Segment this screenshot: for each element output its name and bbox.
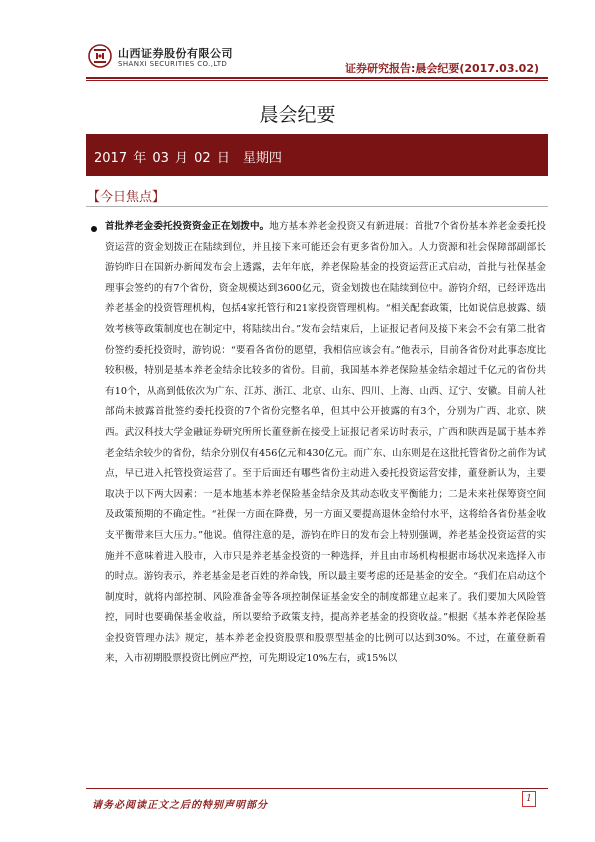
document-title: 晨会纪要 [259,104,336,126]
company-name-en: SHANXI SECURITIES CO.,LTD [118,60,228,68]
date-line: 2017 年 03 月 02 日 星期四 [94,151,282,166]
page-number: 1 [522,791,536,807]
date-banner [86,134,548,176]
section-divider [86,206,548,207]
section-heading: 【今日焦点】 [87,190,166,205]
bullet-icon [91,226,97,232]
header-divider-thin [86,80,548,81]
news-lead: 首批养老金委托投资资金正在划拨中。 [105,221,270,232]
footer-divider [86,788,548,789]
header-divider [86,77,548,79]
footer-disclaimer: 请务必阅读正文之后的特别声明部分 [92,800,268,811]
news-body-text: 地方基本养老金投资又有新进展：首批7个省份基本养老金委托投资运营的资金划拨正在陆续到位，并且接下来可能还会有更多省份加入。人力资源和社会保障部副部长游钧昨日在国新办新闻发布会上透露，去年年底，养老保险基金的投资运营正式启动，首批与社保基金理事会签约的有7个省份，资金规模达到3600亿元，资金划拨也在陆续到位中。游钧介绍，已经评选出养老基金的投资管理机构，包括4家托管行和21家投资管理机构。“相关配套政策，比如说信息披露、绩效考核等政策制度也在制定中，将陆续出台。”发布会结束后，上证报记者问及接下来会不会有第二批省份签约委托投资时，游钧说：“要看各省份的愿望，我相信应该会有。”他表示，目前各省份对此事态度比较积极，特别是基本养老金结余比较多的省份。目前，我国基本养老保险基金结余超过千亿元的省份共有10个，从高到低依次为广东、江苏、浙江、北京、山东、四川、上海、山西、辽宁、安徽。目前人社部尚未披露首批签约委托投资的7个省份完整名单，但其中公开披露的有3个，分别为广西、北京、陕西。武汉科技大学金融证券研究所所长董登新在接受上证报记者采访时表示，广西和陕西是属于基本养老金结余较少的省份，结余分别仅有456亿元和430亿元。而广东、山东则是在这批托管省份之前作为试点，早已进入托管投资运营了。至于后面还有哪些省份主动进入委托投资运营安排，董登新认为，主要取决于以下两大因素：一是本地基本养老保险基金结余及其动态收支平衡能力；二是未来社保筹资空间及政策预期的不确定性。“社保一方面在降费，另一方面又要提高退休金给付水平，这将给各省份基金收支平衡带来巨大压力。”他说。值得注意的是，游钧在昨日的发布会上特别强调，养老基金投资运营的实施并不意味着进入股市，入市只是养老基金投资的一种选择，并且由市场机构根据市场状况来选择入市的时点。游钧表示，养老基金是老百姓的养命钱，所以最主要考虑的还是基金的安全。“我们在启动这个制度时，就将内部控制、风险准备金等各项控制保证基金安全的制度都建立起来了。我们要加大风险管控，同时也要确保基金收益，所以要给予政策支持，提高养老基金的投资收益。”根据《基本养老保险基金投资管理办法》规定，基本养老金投资股票和股票型基金的比例可以达到30%。不过，在董登新看来，入市初期股票投资比例应严控，可先期设定10%左右，或15%以 [105,221,546,665]
news-item [91,217,546,670]
company-name-cn: 山西证券股份有限公司 [118,47,233,60]
page-header [0,0,595,82]
report-tag: 证券研究报告:晨会纪要(2017.03.02) [344,62,539,75]
news-paragraph [105,217,546,670]
shanxi-securities-logo-icon [88,44,112,68]
